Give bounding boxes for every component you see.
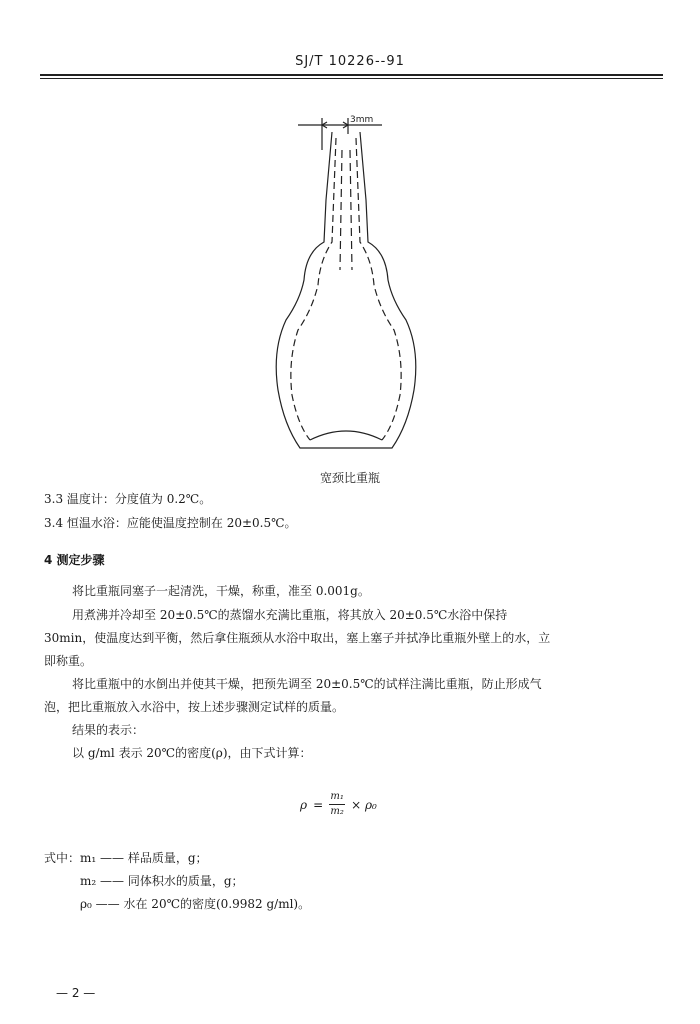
formula-lhs: ρ (300, 797, 308, 812)
definition-m2: m₂ —— 同体积水的质量，g； (80, 874, 244, 888)
pycnometer-diagram (270, 110, 430, 460)
neck-bore (340, 150, 352, 270)
item-3-4: 3.4 恒温水浴：应能使温度控制在 20±0.5℃。 (44, 516, 297, 530)
definition-rho0: ρ₀ —— 水在 20℃的密度(0.9982 g/ml)。 (80, 897, 311, 911)
item-3-3: 3.3 温度计：分度值为 0.2℃。 (44, 492, 212, 506)
header-rule-thin (40, 78, 663, 79)
flask-base-arc (310, 431, 382, 440)
formula-fraction (329, 792, 345, 817)
header-rule-thick (40, 74, 663, 76)
formula-times: × ρ₀ (351, 797, 377, 812)
section-4-title: 4 测定步骤 (44, 553, 105, 567)
flask-outline (276, 132, 416, 448)
para-4: 结果的表示： (72, 723, 145, 737)
formula-equals: = (313, 797, 324, 812)
formula-denominator: m₂ (330, 806, 344, 817)
para-2-line1: 用煮沸并冷却至 20±0.5℃的蒸馏水充满比重瓶，将其放入 20±0.5℃水浴中保持 (72, 608, 508, 622)
para-2-line3: 即称重。 (44, 654, 93, 668)
figure-caption: 宽颈比重瓶 (319, 471, 380, 485)
standard-code-header: SJ/T 10226--91 (295, 54, 405, 69)
flask-inner-wall (291, 138, 401, 440)
para-3-line2: 泡，把比重瓶放入水浴中，按上述步骤测定试样的质量。 (44, 700, 345, 714)
definition-m1: 式中：m₁ —— 样品质量，g； (44, 851, 208, 865)
para-5: 以 g/ml 表示 20℃的密度(ρ)，由下式计算： (72, 746, 312, 760)
dimension-label: 3mm (350, 115, 374, 125)
page-number: — 2 — (56, 986, 96, 1000)
formula-numerator: m₁ (330, 791, 344, 802)
para-3-line1: 将比重瓶中的水倒出并使其干燥，把预先调至 20±0.5℃的试样注满比重瓶，防止形成气 (72, 677, 542, 691)
fraction-bar (329, 804, 345, 805)
density-formula (300, 792, 377, 817)
para-1: 将比重瓶同塞子一起清洗，干燥，称重，准至 0.001g。 (72, 584, 370, 598)
para-2-line2: 30min，使温度达到平衡，然后拿住瓶颈从水浴中取出，塞上塞子并拭净比重瓶外壁上的水，立 (44, 631, 551, 645)
